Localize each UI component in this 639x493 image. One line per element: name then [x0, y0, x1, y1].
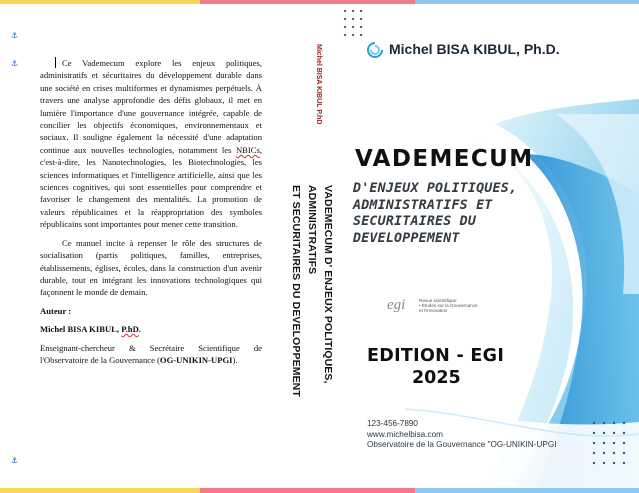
author-role: [40, 342, 262, 367]
book-subtitle: [353, 181, 553, 247]
egi-logo-word: egi: [387, 297, 406, 313]
egi-tagline-line: et l'Innovation: [419, 308, 448, 314]
front-author-name: Michel BISA KIBUL, Ph.D.: [389, 41, 560, 57]
author-name-text: .: [138, 324, 141, 335]
contact-website: www.michelbisa.com: [367, 429, 443, 439]
back-cover-text[interactable]: [40, 57, 262, 372]
back-cover-paragraph: [40, 57, 262, 231]
contact-organization: Observatoire de la Gouvernance "OG-UNIKIN-UPGI: [367, 440, 557, 449]
subtitle-line: DEVELOPPEMENT: [353, 230, 460, 246]
spine-title-line: VADEMECUM D' ENJEUX POLITIQUES, ADMINISTRATIFS: [306, 185, 334, 384]
paragraph-text: Ce Vademecum explore les enjeux politiques, administratifs et sécuritaires du développement durable dans une société en crises multiformes et dynamismes perpétuels. À travers une analyse approfondie des défis globaux, il met en lumière l'importance d'une gouvernance intégrée, capable de concilier les objectifs économiques, environnementaux et sociaux. Il souligne également la nécessité d'une adaptation continue aux nouvelles technologies, notamment les: [40, 58, 262, 155]
author-role-text: ).: [232, 354, 238, 365]
spine-title: [290, 185, 336, 460]
author-org: OG-UNIKIN-UPGI: [159, 354, 233, 365]
bottom-color-stripe: [0, 488, 639, 493]
spine-author: Michel BISA KIBUL P.hD: [315, 44, 322, 125]
bookmark-icon[interactable]: ⚓: [10, 59, 19, 68]
spine-title-line: ET SECURITAIRES DU DEVELOPPEMENT: [290, 185, 302, 397]
author-logo-icon: [367, 42, 383, 58]
egi-logo: [387, 295, 507, 323]
spelling-flag-degree: P.hD: [121, 324, 139, 335]
author-name-text: Michel BISA KIBUL,: [40, 324, 122, 335]
egi-tagline-line: Revue scientifique: [419, 298, 457, 303]
book-title: VADEMECUM: [355, 146, 534, 172]
subtitle-line: ADMINISTRATIFS ET: [353, 197, 493, 213]
subtitle-line: SECURITAIRES DU: [353, 214, 477, 229]
edition-label: EDITION - EGI: [367, 346, 505, 366]
back-cover-paragraph: Ce manuel incite à repenser le rôle des structures de socialisation (partis politiques, familles, entreprises, établissements, églises, écoles, dans la construction d'un avenir durable, tout en intégrant les innovations technologiques qui façonnent le monde de demain.: [40, 237, 262, 298]
decorative-dots: [590, 419, 638, 479]
subtitle-line: D'ENJEUX POLITIQUES,: [353, 181, 518, 196]
author-name: [40, 323, 262, 335]
egi-tagline-line: • Études sur la Gouvernance: [419, 303, 478, 309]
bookmark-icon[interactable]: ⚓: [10, 31, 19, 40]
egi-tagline: [419, 298, 509, 314]
front-cover: [345, 4, 639, 488]
spelling-flag-nbic: NBICs: [235, 144, 260, 155]
contact-phone: 123-456-7890: [367, 419, 418, 428]
contact-info: [367, 419, 556, 451]
edition-year: 2025: [412, 368, 461, 388]
bookmark-icon[interactable]: ⚓: [10, 456, 19, 465]
author-role-text: Enseignant-chercheur & Secrétaire Scientifique de l'Observatoire de la Gouvernance (: [40, 342, 262, 365]
author-heading: Auteur :: [40, 305, 72, 316]
decorative-dots: [342, 8, 366, 40]
paragraph-text: , c'est-à-dire, les Nanotechnologies, les Biotechnologies, les sciences informatiques et l'intelligence artificielle, ainsi que les sciences cognitives, qui sont essentielles pour comprendre et favoriser le changement des mentalités. La promotion de valeurs républicaines et la réappropriation des symboles républicains sont importantes pour mener cette transition.: [40, 144, 262, 230]
